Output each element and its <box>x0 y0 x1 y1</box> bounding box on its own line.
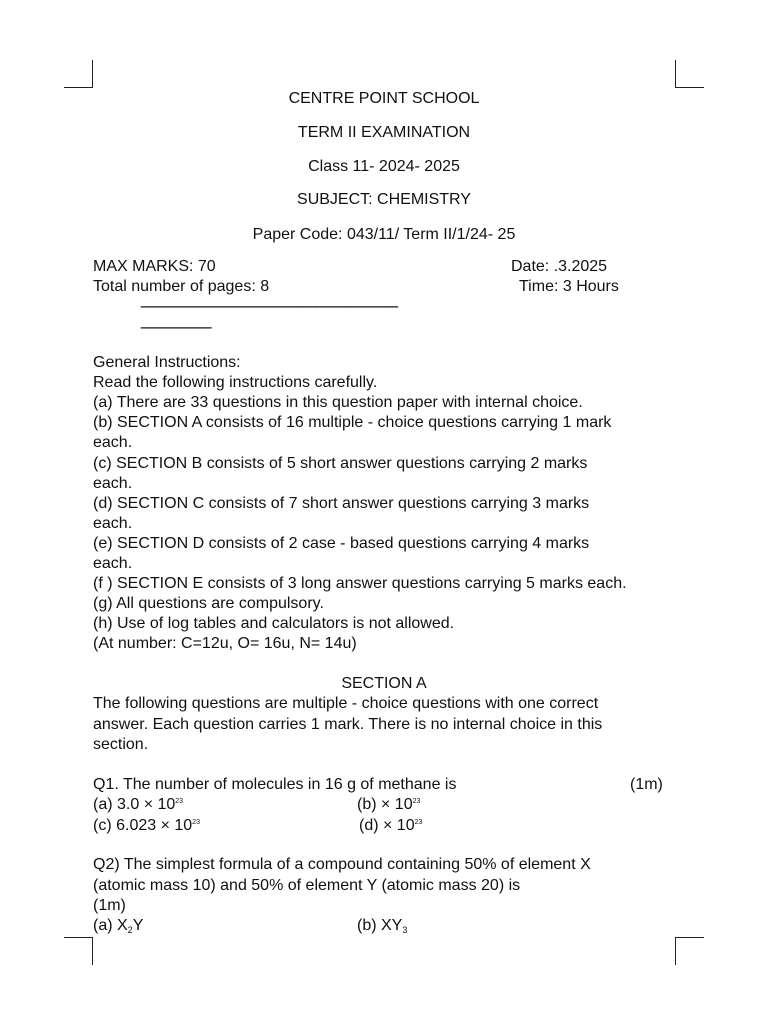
q2-option-a-prefix: (a) X <box>93 917 128 934</box>
q1-option-b <box>357 795 420 815</box>
instruction-line: (f ) SECTION E consists of 3 long answer questions carrying 5 marks each. <box>93 575 627 592</box>
q2-text-line-2: (atomic mass 10) and 50% of element Y (atomic mass 20) is <box>93 877 521 894</box>
class-line: Class 11- 2024- 2025 <box>308 158 460 175</box>
exam-time: Time: 3 Hours <box>519 278 619 295</box>
q1-marks: (1m) <box>630 776 663 793</box>
instructions-intro: Read the following instructions carefully. <box>93 374 378 391</box>
crop-mark-bottom-right-h <box>675 937 704 938</box>
q2-option-b-subscript: 3 <box>402 925 408 935</box>
instruction-line: (g) All questions are compulsory. <box>93 595 324 612</box>
max-marks: MAX MARKS: 70 <box>93 258 216 275</box>
q1-option-d <box>359 816 422 836</box>
q2-option-a-suffix: Y <box>132 917 144 934</box>
q2-option-b-prefix: (b) XY <box>357 917 403 934</box>
exam-date: Date: .3.2025 <box>511 258 608 275</box>
section-a-title: SECTION A <box>341 675 427 692</box>
crop-mark-bottom-left-h <box>64 937 93 938</box>
instruction-line: (d) SECTION C consists of 7 short answer questions carrying 3 marks <box>93 495 590 512</box>
q1-option-c-exponent: 23 <box>192 819 200 826</box>
divider-dashes-1: --------------------------------------------------------------------- <box>140 298 398 315</box>
instruction-line: (At number: C=12u, O= 16u, N= 14u) <box>93 635 357 652</box>
instruction-line: (h) Use of log tables and calculators is not allowed. <box>93 615 455 632</box>
crop-mark-bottom-left-v <box>92 937 93 965</box>
q1-text: Q1. The number of molecules in 16 g of methane is <box>93 776 457 793</box>
instruction-line: (e) SECTION D consists of 2 case - based questions carrying 4 marks <box>93 535 590 552</box>
instructions-heading: General Instructions: <box>93 354 241 371</box>
q1-option-c-text: (c) 6.023 × 10 <box>93 817 193 834</box>
q2-text-line-1: Q2) The simplest formula of a compound containing 50% of element X <box>93 856 591 873</box>
instruction-line: each. <box>93 434 133 451</box>
school-name: CENTRE POINT SCHOOL <box>288 90 480 107</box>
q2-option-a-subscript: 2 <box>127 925 133 935</box>
total-pages: Total number of pages: 8 <box>93 278 270 295</box>
q1-option-d-text: (d) × 10 <box>359 817 415 834</box>
q2-option-b <box>357 916 407 937</box>
instruction-line: each. <box>93 555 133 572</box>
instruction-line: each. <box>93 515 133 532</box>
q1-option-b-exponent: 23 <box>412 798 421 805</box>
crop-mark-top-left-v <box>92 60 93 88</box>
instruction-line: (b) SECTION A consists of 16 multiple - choice questions carrying 1 mark <box>93 414 612 431</box>
divider-dashes-2: ------------------- <box>140 319 211 336</box>
section-a-desc-line: section. <box>93 736 149 753</box>
q1-option-b-text: (b) × 10 <box>357 796 413 813</box>
q2-marks: (1m) <box>93 897 126 914</box>
crop-mark-bottom-right-v <box>675 937 676 965</box>
q1-option-a-text: (a) 3.0 × 10 <box>93 796 176 813</box>
crop-mark-top-left-h <box>64 87 93 88</box>
crop-mark-top-right-h <box>675 87 704 88</box>
paper-code: Paper Code: 043/11/ Term II/1/24- 25 <box>252 226 516 243</box>
q1-option-c <box>93 816 200 836</box>
section-a-desc-line: The following questions are multiple - choice questions with one correct <box>93 695 599 712</box>
q1-option-d-exponent: 23 <box>414 819 423 826</box>
instruction-line: (c) SECTION B consists of 5 short answer questions carrying 2 marks <box>93 455 588 472</box>
q1-option-a-exponent: 23 <box>175 798 184 805</box>
q2-option-a <box>93 916 143 937</box>
section-a-desc-line: answer. Each question carries 1 mark. There is no internal choice in this <box>93 716 603 733</box>
instruction-line: (a) There are 33 questions in this question paper with internal choice. <box>93 394 583 411</box>
q1-option-a <box>93 795 183 815</box>
instruction-line: each. <box>93 475 133 492</box>
exam-title: TERM II EXAMINATION <box>297 124 471 141</box>
subject-line: SUBJECT: CHEMISTRY <box>297 191 471 208</box>
crop-mark-top-right-v <box>675 60 676 88</box>
